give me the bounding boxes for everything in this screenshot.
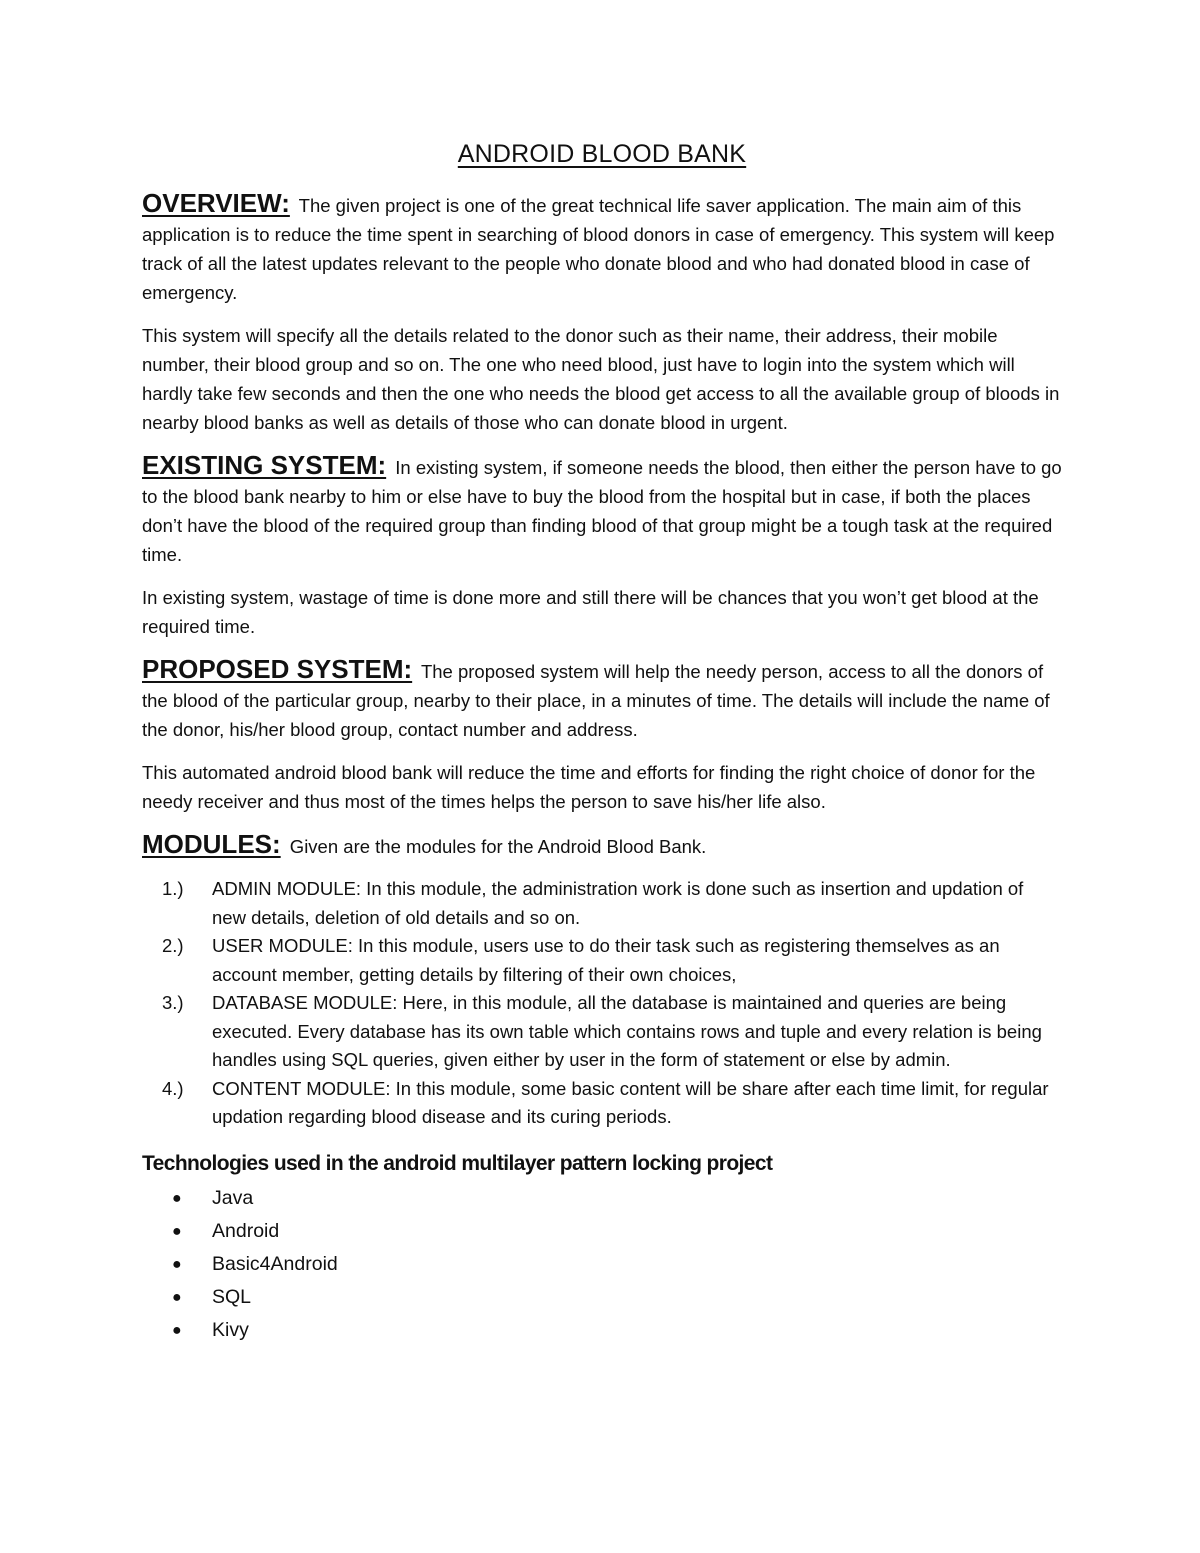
list-item (142, 1075, 1062, 1132)
existing-system-section (142, 451, 1062, 641)
list-item-text: CONTENT MODULE: In this module, some basic content will be share after each time limit, for regular updation regarding blood disease and its curing periods. (212, 1077, 1049, 1127)
modules-intro-paragraph (142, 830, 1062, 861)
technologies-section (142, 1152, 1062, 1347)
list-item-number: 3.) (162, 992, 184, 1013)
list-item-text: DATABASE MODULE: Here, in this module, all the database is maintained and queries are being executed. Every database has its own table which contains rows and tuple and every relation is being handles using SQL queries, given either by user in the form of statement or else by admin. (212, 992, 1042, 1070)
proposed-paragraph-1 (142, 655, 1062, 744)
bullet-icon: ● (172, 1321, 182, 1339)
modules-section (142, 830, 1062, 1132)
overview-section (142, 189, 1062, 437)
technologies-list (142, 1182, 1062, 1347)
modules-list (142, 875, 1062, 1132)
list-item (142, 1215, 1062, 1248)
list-item-text: Android (212, 1219, 280, 1242)
list-item-text: SQL (212, 1285, 252, 1308)
list-item-number: 1.) (162, 878, 184, 899)
overview-paragraph-2: This system will specify all the details related to the donor such as their name, their address, their mobile number, their blood group and so on. The one who need blood, just have to login into the system which will hardly take few seconds and then the one who needs the blood get access to all the available group of bloods in nearby blood banks as well as details of those who can donate blood in urgent. (142, 325, 1060, 433)
existing-paragraph-1 (142, 451, 1062, 569)
modules-intro-text: Given are the modules for the Android Blood Bank. (284, 836, 707, 857)
list-item (142, 1281, 1062, 1314)
bullet-icon: ● (172, 1189, 182, 1207)
overview-paragraph-1 (142, 189, 1062, 307)
overview-heading: OVERVIEW: (142, 188, 290, 218)
list-item-text: Kivy (212, 1318, 249, 1341)
document-page (142, 140, 1062, 1347)
overview-text-1: The given project is one of the great technical life saver application. The main aim of this application is to reduce the time spent in searching of blood donors in case of emergency. This system will keep track of all the latest updates relevant to the people who donate blood and who had donated blood in case of emergency. (142, 195, 1055, 303)
list-item (142, 1248, 1062, 1281)
list-item-text: Java (212, 1186, 254, 1209)
bullet-icon: ● (172, 1255, 182, 1273)
modules-heading: MODULES: (142, 829, 281, 859)
list-item-text: Basic4Android (212, 1252, 338, 1275)
list-item (142, 1314, 1062, 1347)
proposed-paragraph-2: This automated android blood bank will reduce the time and efforts for finding the right choice of donor for the needy receiver and thus most of the times helps the person to save his/her life also. (142, 762, 1036, 812)
existing-heading: EXISTING SYSTEM: (142, 450, 387, 480)
bullet-icon: ● (172, 1222, 182, 1240)
list-item (142, 932, 1062, 989)
existing-paragraph-2: In existing system, wastage of time is done more and still there will be chances that you won’t get blood at the required time. (142, 587, 1039, 637)
proposed-text-1: The proposed system will help the needy person, access to all the donors of the blood of the particular group, nearby to their place, in a minutes of time. The details will include the name of the donor, his/her blood group, contact number and address. (142, 661, 1050, 740)
list-item-number: 4.) (162, 1077, 184, 1099)
proposed-system-section (142, 655, 1062, 816)
technologies-heading: Technologies used in the android multilayer pattern locking project (142, 1151, 773, 1175)
list-item-text: ADMIN MODULE: In this module, the administration work is done such as insertion and updation of new details, deletion of old details and so on. (212, 878, 1024, 928)
bullet-icon: ● (172, 1288, 182, 1306)
list-item-number: 2.) (162, 935, 184, 956)
list-item (142, 989, 1062, 1075)
list-item (142, 875, 1062, 932)
existing-text-1: In existing system, if someone needs the blood, then either the person have to go to the blood bank nearby to him or else have to buy the blood from the hospital but in case, if both the places don’t have the blood of the required group than finding blood of that group might be a tough task at the required time. (142, 457, 1062, 565)
list-item-text: USER MODULE: In this module, users use to do their task such as registering themselves as an account member, getting details by filtering of their own choices, (212, 935, 1000, 985)
proposed-heading: PROPOSED SYSTEM: (142, 654, 413, 684)
list-item (142, 1182, 1062, 1215)
document-title: ANDROID BLOOD BANK (457, 140, 747, 168)
